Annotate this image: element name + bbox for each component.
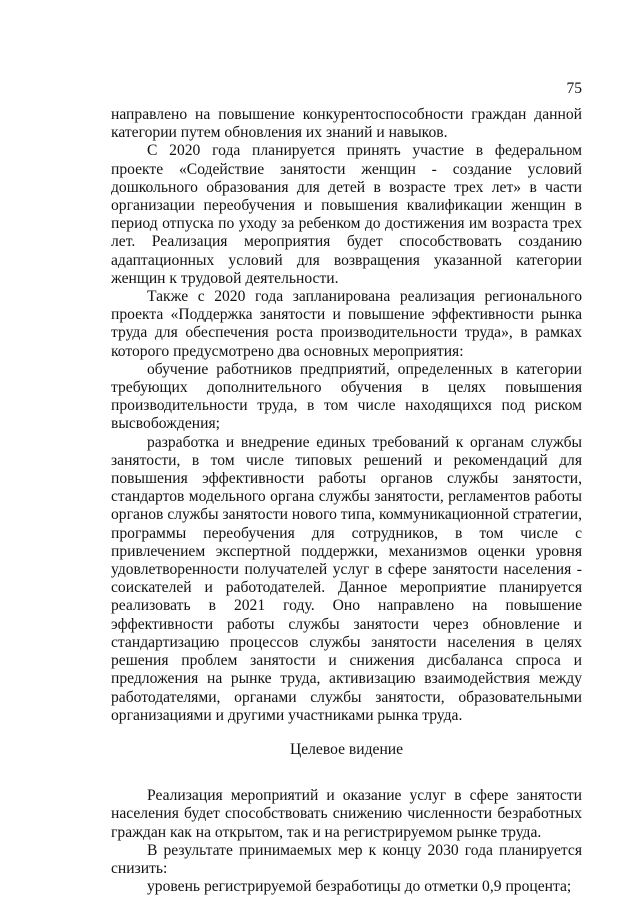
page-number: 75 <box>566 80 582 97</box>
list-item: обучение работников предприятий, определенных в категории требующих дополнительного обучения в целях повышения производительности труда, в том числе находящихся под риском высвобождения; <box>111 360 582 433</box>
paragraph: С 2020 года планируется принять участие в федеральном проекте «Содействие занятости женщин - создание условий дошкольного образования для детей в возрасте трех лет» в части организации переобучения и повышения квалификации женщин в период отпуска по уходу за ребенком до достижения им возраста трех лет. Реализация мероприятия будет способствовать созданию адаптационных условий для возвращения указанной категории женщин к трудовой деятельности. <box>111 142 582 287</box>
list-item: уровень регистрируемой безработицы до отметки 0,9 процента; <box>147 878 572 896</box>
paragraph: направлено на повышение конкурентоспособности граждан данной категории путем обновления их знаний и навыков. <box>111 106 582 142</box>
paragraph: Реализация мероприятий и оказание услуг в сфере занятости населения будет способствовать снижению численности безработных граждан как на открытом, так и на регистрируемом рынке труда. <box>111 787 582 841</box>
section-heading: Целевое видение <box>289 740 404 758</box>
document-body <box>111 106 582 896</box>
list-item: разработка и внедрение единых требований к органам службы занятости, в том числе типовых решений и рекомендаций для повышения эффективности работы органов службы занятости, стандартов модельного органа службы занятости, регламентов работы органов службы занятости нового типа, коммуникационной стратегии, программы переобучения для сотрудников, в том числе с привлечением экспертной поддержки, механизмов оценки уровня удовлетворенности получателей услуг в сфере занятости населения - соискателей и работодателей. Данное мероприятие планируется реализовать в 2021 году. Оно направлено на повышение эффективности работы службы занятости через обновление и стандартизацию процессов службы занятости населения в целях решения проблем занятости и снижения дисбаланса спроса и предложения на рынке труда, активизацию взаимодействия между работодателями, органами службы занятости, образовательными организациями и другими участниками рынка труда. <box>111 433 582 724</box>
paragraph: Также с 2020 года запланирована реализация регионального проекта «Поддержка занятости и повышение эффективности рынка труда для обеспечения роста производительности труда», в рамках которого предусмотрено два основных мероприятия: <box>111 288 582 360</box>
paragraph: В результате принимаемых мер к концу 2030 года планируется снизить: <box>111 841 582 877</box>
